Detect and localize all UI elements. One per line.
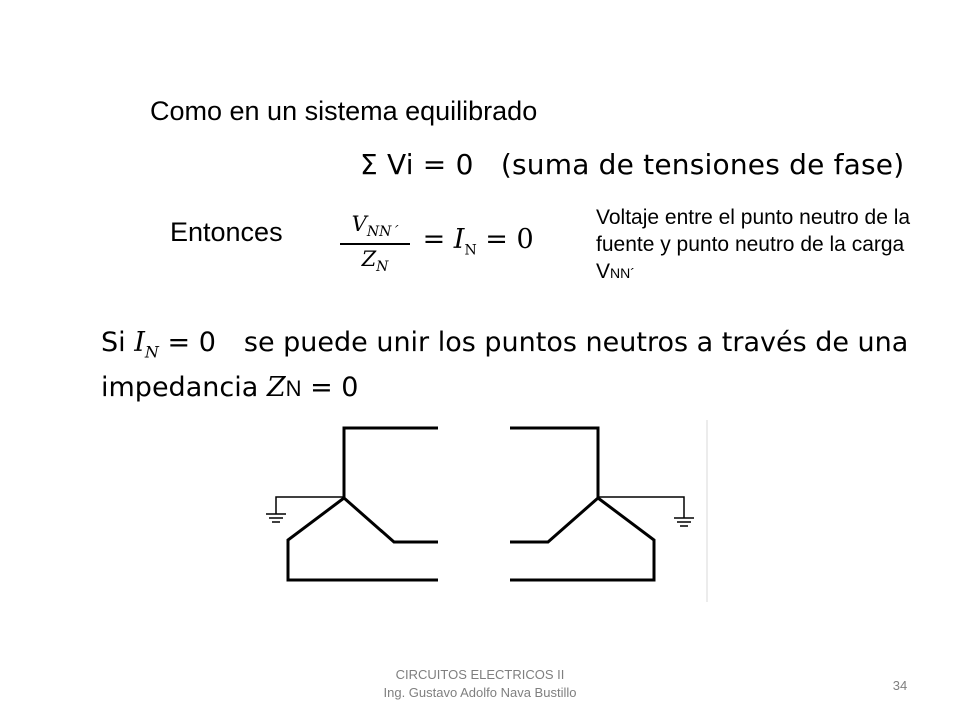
footer-author: Ing. Gustavo Adolfo Nava Bustillo <box>383 685 577 700</box>
fraction-denominator <box>340 245 410 275</box>
wye-neutral-connection-diagram <box>258 418 710 602</box>
impedance-variable: Z <box>266 372 286 404</box>
neutral-current-equality <box>414 224 534 258</box>
condition-si: Si <box>101 327 135 358</box>
neutral-connection-condition <box>101 325 921 407</box>
fraction-numerator <box>340 212 410 245</box>
current-subscript: N <box>464 242 477 259</box>
equals-sign: = <box>414 224 454 255</box>
impedance-equals-zero: = 0 <box>301 372 359 404</box>
current-variable: I <box>453 224 465 255</box>
condition-text: se puede unir los puntos neutros a través de una impedancia <box>101 327 917 404</box>
denominator-variable: Z <box>361 247 377 272</box>
neutral-voltage-fraction <box>340 212 410 275</box>
numerator-variable: V <box>351 212 367 236</box>
condition-current-subscript: N <box>144 342 159 362</box>
source-wye-network <box>288 428 438 580</box>
footer-course-name: CIRCUITOS ELECTRICOS II <box>395 667 565 682</box>
neutral-voltage-note <box>596 204 926 287</box>
impedance-subscript: N <box>285 376 302 402</box>
equals-zero: = 0 <box>476 224 534 255</box>
load-ground-icon <box>598 497 694 526</box>
slide-heading: Como en un sistema equilibrado <box>150 96 538 126</box>
source-left-phase-wire <box>288 498 438 580</box>
condition-current-variable: $I_N$ <box>134 327 159 362</box>
sum-of-phase-voltages-equation: Σ Vi = 0 (suma de tensiones de fase) <box>360 148 905 181</box>
load-top-phase-wire <box>510 428 598 498</box>
load-wye-network <box>510 428 654 580</box>
denominator-subscript: N <box>376 259 389 276</box>
entonces-label: Entonces <box>170 217 283 247</box>
page-number: 34 <box>892 678 908 693</box>
source-right-phase-wire <box>344 498 438 542</box>
source-ground-icon <box>266 497 344 522</box>
numerator-subscript: NN´ <box>366 224 399 241</box>
note-text: Voltaje entre el punto neutro de la fuente y punto neutro de la carga V <box>596 206 911 283</box>
load-left-phase-wire <box>510 498 598 542</box>
condition-equals-zero: = 0 <box>158 327 216 358</box>
footer-credits <box>300 666 660 702</box>
note-subscript: NN´ <box>610 265 635 281</box>
source-top-phase-wire <box>344 428 438 498</box>
